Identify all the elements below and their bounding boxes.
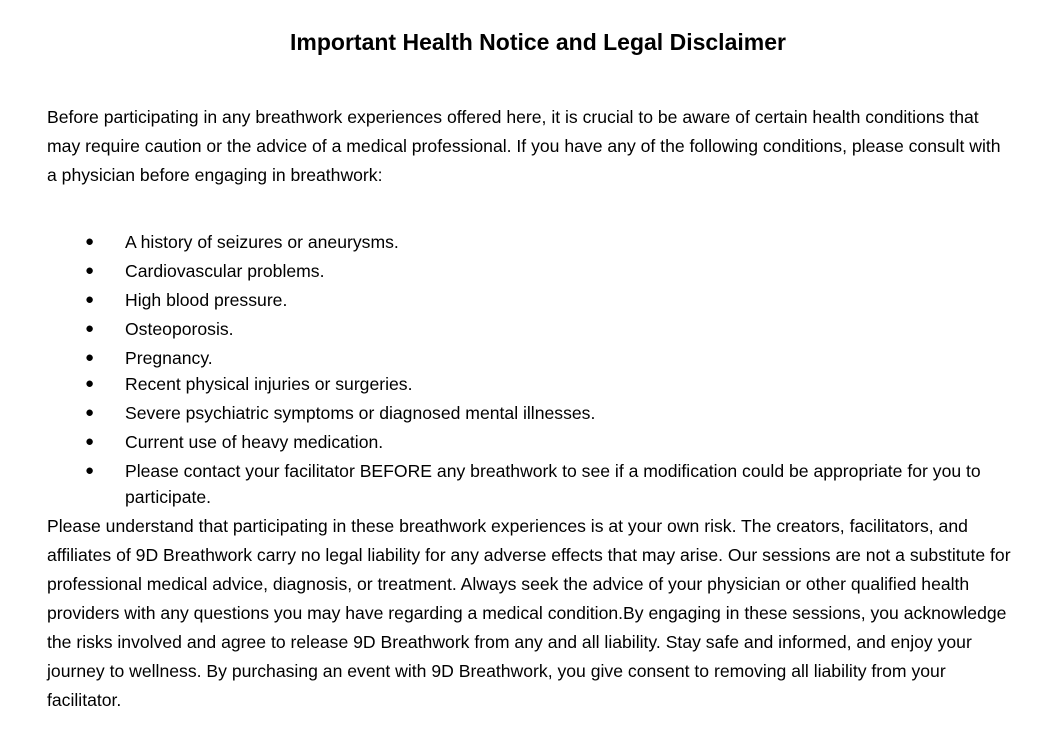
bullet-icon: ●	[85, 262, 95, 279]
list-item-text: Pregnancy.	[125, 348, 213, 368]
list-item-text: Osteoporosis.	[125, 319, 234, 339]
list-item	[47, 258, 1032, 284]
list-item-text: Please contact your facilitator BEFORE any breathwork to see if a modification could be appropriate for you to participate.	[125, 461, 981, 507]
list-item	[47, 345, 1032, 371]
list-item	[47, 371, 1032, 397]
page-title: Important Health Notice and Legal Disclaimer	[290, 29, 786, 55]
bullet-icon: ●	[85, 404, 95, 421]
list-item-text: Current use of heavy medication.	[125, 432, 384, 452]
list-item	[47, 429, 1032, 455]
list-item	[47, 316, 1032, 342]
list-item	[47, 400, 1032, 426]
bullet-icon: ●	[85, 433, 95, 450]
bullet-icon: ●	[85, 349, 95, 366]
list-item-text: Severe psychiatric symptoms or diagnosed mental illnesses.	[125, 403, 596, 423]
bullet-icon: ●	[85, 462, 95, 479]
intro-paragraph: Before participating in any breathwork experiences offered here, it is crucial to be aware of certain health conditions that may require caution or the advice of a medical professional. If you have any of the following conditions, please consult with a physician before engaging in breathwork:	[47, 107, 1001, 185]
bullet-icon: ●	[85, 233, 95, 250]
list-item-text: High blood pressure.	[125, 290, 288, 310]
list-item	[47, 458, 1032, 510]
list-item-text: A history of seizures or aneurysms.	[125, 232, 399, 252]
conditions-list	[47, 229, 1032, 510]
bullet-icon: ●	[85, 320, 95, 337]
disclaimer-paragraph: Please understand that participating in these breathwork experiences is at your own risk. The creators, facilitators, and affiliates of 9D Breathwork carry no legal liability for any adverse effects that may arise. Our sessions are not a substitute for professional medical advice, diagnosis, or treatment. Always seek the advice of your physician or other qualified health providers with any questions you may have regarding a medical condition.By engaging in these sessions, you acknowledge the risks involved and agree to release 9D Breathwork from any and all liability. Stay safe and informed, and enjoy your journey to wellness. By purchasing an event with 9D Breathwork, you give consent to removing all liability from your facilitator.	[47, 516, 1011, 710]
list-item	[47, 287, 1032, 313]
list-item-text: Recent physical injuries or surgeries.	[125, 374, 413, 394]
list-item	[47, 229, 1032, 255]
bullet-icon: ●	[85, 291, 95, 308]
list-item-text: Cardiovascular problems.	[125, 261, 325, 281]
bullet-icon: ●	[85, 375, 95, 392]
